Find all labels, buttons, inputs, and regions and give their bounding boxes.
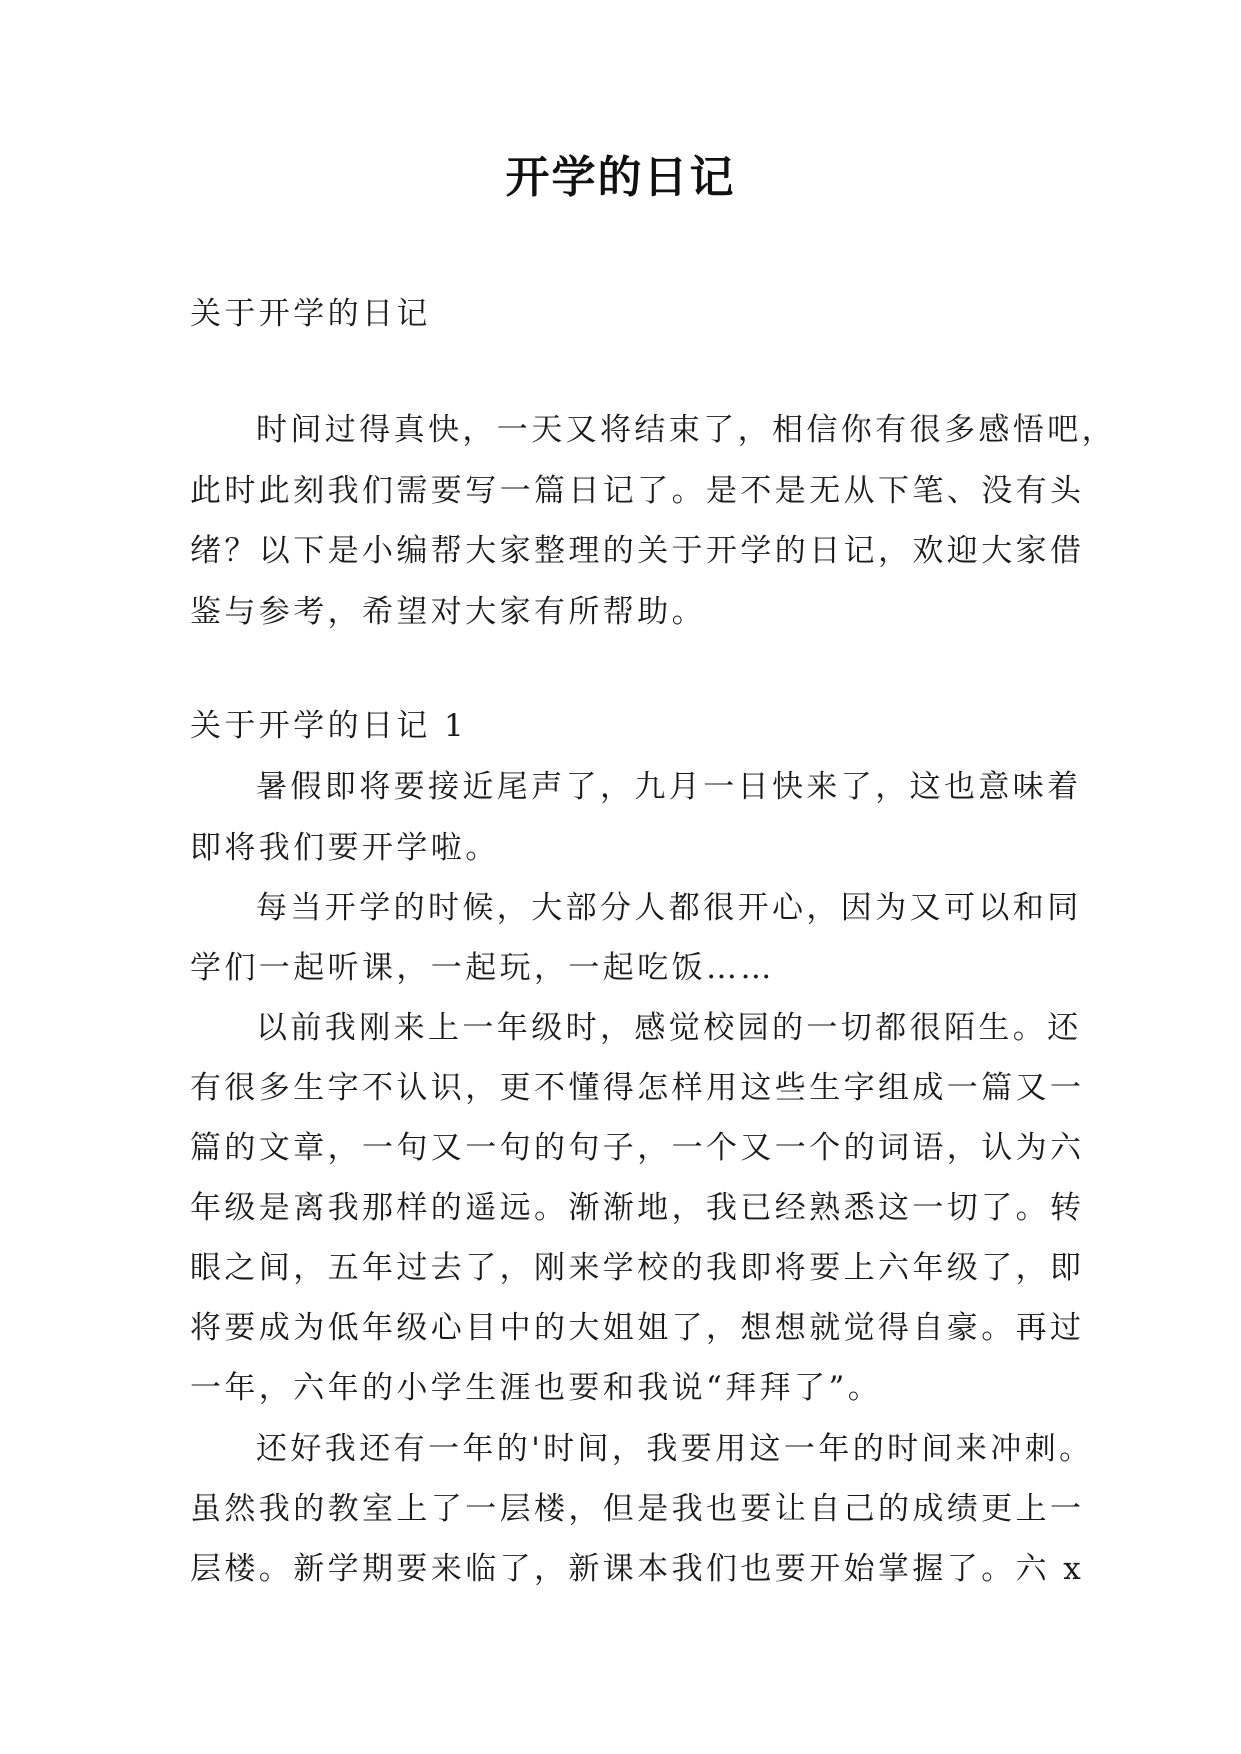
body-paragraph-line: 年级是离我那样的遥远。渐渐地，我已经熟悉这一切了。转 (190, 1190, 1085, 1226)
body-paragraph-line: 将要成为低年级心目中的大姐姐了，想想就觉得自豪。再过 (190, 1310, 1085, 1346)
body-paragraph-line: 虽然我的教室上了一层楼，但是我也要让自己的成绩更上一 (190, 1491, 1085, 1527)
body-paragraph-line: 还好我还有一年的'时间，我要用这一年的时间来冲刺。 (256, 1431, 1094, 1467)
document-title: 开学的日记 (505, 152, 736, 203)
body-paragraph-line: 有很多生字不认识，更不懂得怎样用这些生字组成一篇又一 (190, 1070, 1085, 1106)
body-paragraph-line: 一年，六年的小学生涯也要和我说“拜拜了”。 (190, 1370, 883, 1406)
body-paragraph-line: 学们一起听课，一起玩，一起吃饭…… (190, 950, 775, 986)
intro-heading: 关于开学的日记 (190, 296, 431, 332)
body-paragraph-line: 以前我刚来上一年级时，感觉校园的一切都很陌生。还 (256, 1010, 1082, 1046)
intro-paragraph-line: 绪？以下是小编帮大家整理的关于开学的日记，欢迎大家借 (190, 533, 1085, 569)
body-paragraph-line: 层楼。新学期要来临了，新课本我们也要开始掌握了。六 x (190, 1551, 1085, 1587)
intro-paragraph-line: 此时此刻我们需要写一篇日记了。是不是无从下笔、没有头 (190, 473, 1085, 509)
intro-paragraph-line: 鉴与参考，希望对大家有所帮助。 (190, 594, 706, 630)
body-paragraph-line: 即将我们要开学啦。 (190, 830, 500, 866)
section-heading: 关于开学的日记 1 (190, 708, 468, 744)
intro-paragraph-line: 时间过得真快，一天又将结束了，相信你有很多感悟吧， (256, 412, 1116, 448)
body-paragraph-line: 暑假即将要接近尾声了，九月一日快来了，这也意味着 (256, 769, 1082, 805)
body-paragraph-line: 篇的文章，一句又一句的句子，一个又一个的词语，认为六 (190, 1130, 1085, 1166)
body-paragraph-line: 眼之间，五年过去了，刚来学校的我即将要上六年级了，即 (190, 1250, 1085, 1286)
body-paragraph-line: 每当开学的时候，大部分人都很开心，因为又可以和同 (256, 890, 1082, 926)
